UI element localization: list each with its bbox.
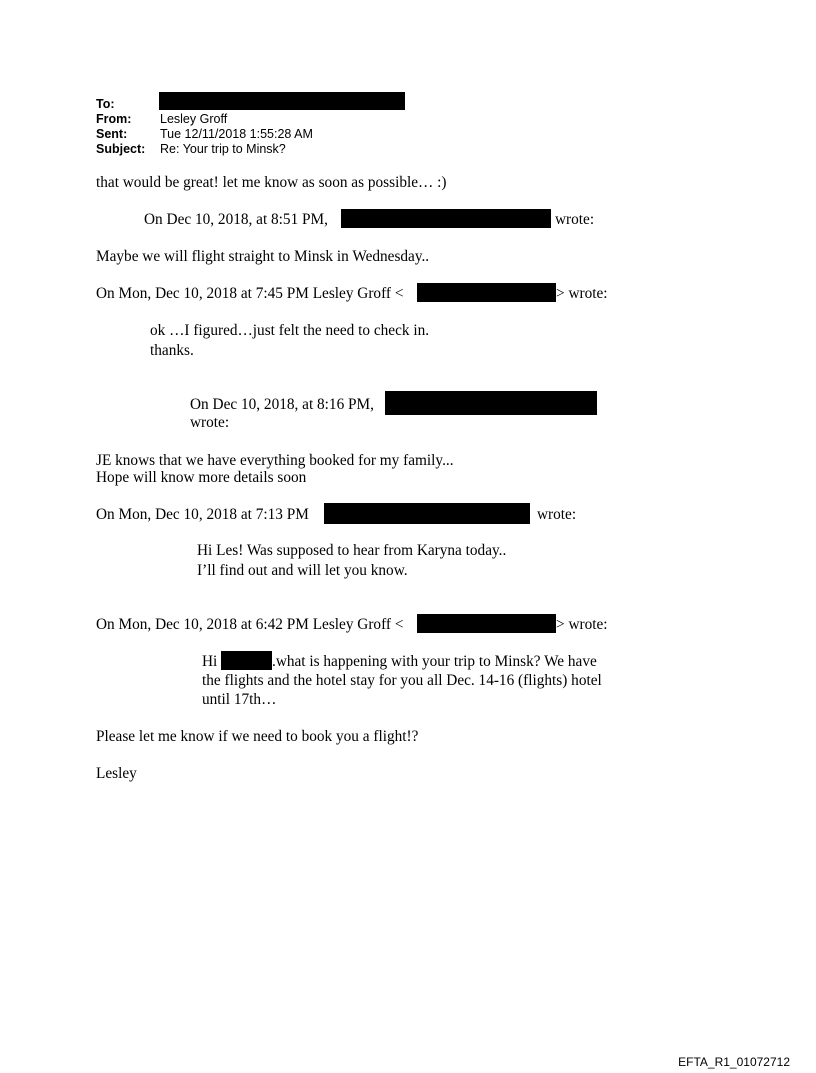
redacted-sender-3 [324,503,530,524]
redacted-name [221,651,272,670]
redacted-sender-1 [341,209,551,228]
body-line-3a: ok …I figured…just felt the need to check in. [150,322,430,339]
body-line-3b: thanks. [150,342,194,359]
quote2-prefix: On Mon, Dec 10, 2018 at 7:45 PM Lesley Groff < [96,285,404,302]
body-line-6a-prefix: Hi [202,653,218,670]
subject-value: Re: Your trip to Minsk? [160,142,286,156]
body-line-6b: the flights and the hotel stay for you all Dec. 14-16 (flights) hotel [202,672,602,689]
quote3-prefix: On Dec 10, 2018, at 8:16 PM, [190,396,374,413]
body-line-6c: until 17th… [202,691,277,708]
signature: Lesley [96,765,137,782]
document-id: EFTA_R1_01072712 [678,1055,790,1069]
body-line-5a: Hi Les! Was supposed to hear from Karyna today.. [197,542,507,559]
subject-label: Subject: [96,142,146,156]
quote5-prefix: On Mon, Dec 10, 2018 at 6:42 PM Lesley Groff < [96,616,404,633]
from-label: From: [96,112,132,126]
quote1-prefix: On Dec 10, 2018, at 8:51 PM, [144,211,328,228]
body-line-1: that would be great! let me know as soon as possible… :) [96,174,447,191]
body-line-4a: JE knows that we have everything booked for my family... [96,452,454,469]
body-line-5b: I’ll find out and will let you know. [197,562,408,579]
redacted-to-address [159,92,405,110]
redacted-sender-2 [385,391,597,415]
redacted-email-1 [417,283,556,302]
body-line-6a-suffix: .what is happening with your trip to Minsk? We have [272,653,597,670]
quote1-suffix: wrote: [555,211,595,228]
quote4-suffix: wrote: [537,506,577,523]
quote4-prefix: On Mon, Dec 10, 2018 at 7:13 PM [96,506,309,523]
quote3-wrote: wrote: [190,414,230,431]
to-label: To: [96,97,115,111]
quote5-suffix: > wrote: [556,616,608,633]
quote2-suffix: > wrote: [556,285,608,302]
sent-value: Tue 12/11/2018 1:55:28 AM [160,127,313,141]
body-line-7: Please let me know if we need to book you a flight!? [96,728,419,745]
body-line-2: Maybe we will flight straight to Minsk in Wednesday.. [96,248,430,265]
redacted-email-2 [417,614,556,633]
sent-label: Sent: [96,127,128,141]
body-line-4b: Hope will know more details soon [96,469,307,486]
from-value: Lesley Groff [160,112,228,126]
